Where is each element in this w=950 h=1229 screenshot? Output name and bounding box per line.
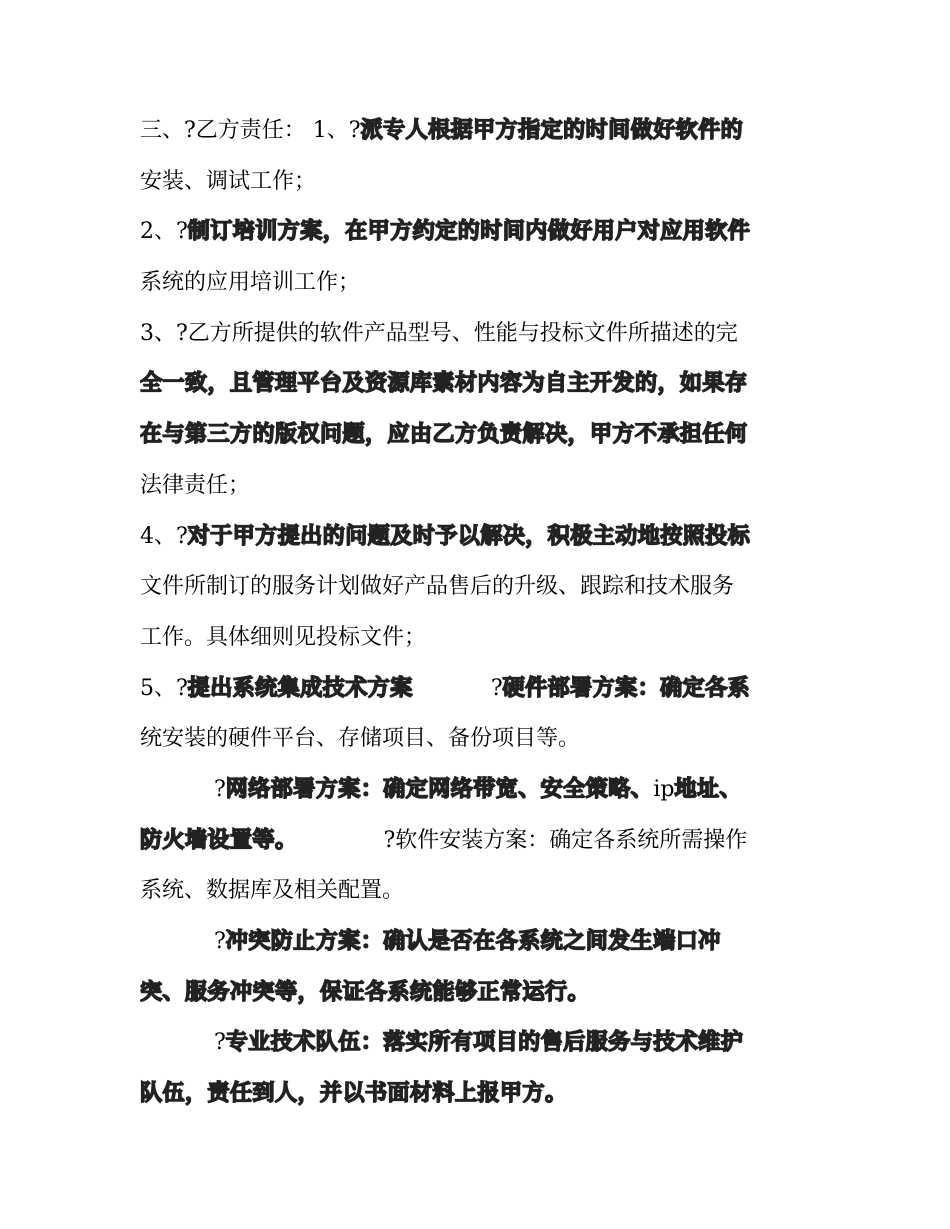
hollow-text: 制订培训方案，在甲方约定的时间内做好用户对应用软件 xyxy=(187,219,751,245)
text-line xyxy=(140,157,812,208)
text-line xyxy=(140,410,812,461)
plain-text: 系统的应用培训工作； xyxy=(140,270,361,296)
text-line xyxy=(140,207,812,258)
plain-text: ip xyxy=(653,776,675,802)
text-line xyxy=(140,309,812,360)
hollow-text: 硬件部署方案：确定各系 xyxy=(502,675,751,701)
text-line xyxy=(140,1018,812,1069)
hollow-text: 地址、 xyxy=(674,776,742,802)
plain-text: 统安装的硬件平台、存储项目、备份项目等。 xyxy=(140,726,581,752)
hollow-text: 全一致，且管理平台及资源库素材内容为自主开发的，如果存 xyxy=(140,371,748,397)
text-line xyxy=(140,968,812,1019)
text-line xyxy=(140,664,812,715)
text-line xyxy=(140,866,812,917)
hollow-text: 队伍，责任到人，并以书面材料上报甲方。 xyxy=(140,1081,568,1107)
plain-text: 3、?乙方所提供的软件产品型号、性能与投标文件所描述的完 xyxy=(140,320,738,346)
hollow-text: 突、服务冲突等，保证各系统能够正常运行。 xyxy=(140,979,591,1005)
plain-text: 三、?乙方责任： 1、? xyxy=(140,118,361,143)
text-line xyxy=(140,765,812,816)
plain-text: ? xyxy=(214,1030,226,1056)
plain-text: 工作。具体细则见投标文件； xyxy=(140,624,427,650)
hollow-text: 网络部署方案：确定网络带宽、安全策略、 xyxy=(225,776,654,802)
plain-text: ? xyxy=(490,675,503,701)
text-line xyxy=(140,1069,812,1120)
hollow-text: 派专人根据甲方指定的时间做好软件的 xyxy=(360,118,744,143)
hollow-text: 在与第三方的版权问题，应由乙方负责解决，甲方不承担任何 xyxy=(140,422,748,448)
plain-text: 系统、数据库及相关配置。 xyxy=(140,878,405,904)
text-line xyxy=(140,917,812,968)
text-line xyxy=(140,512,812,563)
plain-text: ? xyxy=(214,776,226,802)
hollow-text: 专业技术队伍：落实所有项目的售后服务与技术维护 xyxy=(225,1030,744,1056)
hollow-text: 对于甲方提出的问题及时予以解决，积极主动地按照投标 xyxy=(187,523,751,549)
plain-text: 2、? xyxy=(140,219,188,245)
hollow-text: 防火墙设置等。 xyxy=(140,827,298,853)
plain-text: 安装、调试工作； xyxy=(140,168,317,194)
hollow-text: 冲突防止方案：确认是否在各系统之间发生端口冲 xyxy=(225,929,721,954)
text-line xyxy=(140,714,812,765)
plain-text: 文件所制订的服务计划做好产品售后的升级、跟踪和技术服务 xyxy=(140,574,735,600)
text-line xyxy=(140,106,812,157)
hollow-text: 提出系统集成技术方案 xyxy=(187,675,413,701)
document-body xyxy=(140,106,812,1120)
text-line xyxy=(140,258,812,309)
text-line xyxy=(140,562,812,613)
plain-text: 4、? xyxy=(140,523,188,549)
text-line xyxy=(140,613,812,664)
text-line xyxy=(140,359,812,410)
plain-text: 5、? xyxy=(140,675,188,701)
plain-text: ?软件安装方案：确定各系统所需操作 xyxy=(383,827,748,853)
plain-text: ? xyxy=(214,929,226,954)
text-line xyxy=(140,461,812,512)
text-line xyxy=(140,816,812,867)
plain-text: 法律责任； xyxy=(140,472,251,498)
